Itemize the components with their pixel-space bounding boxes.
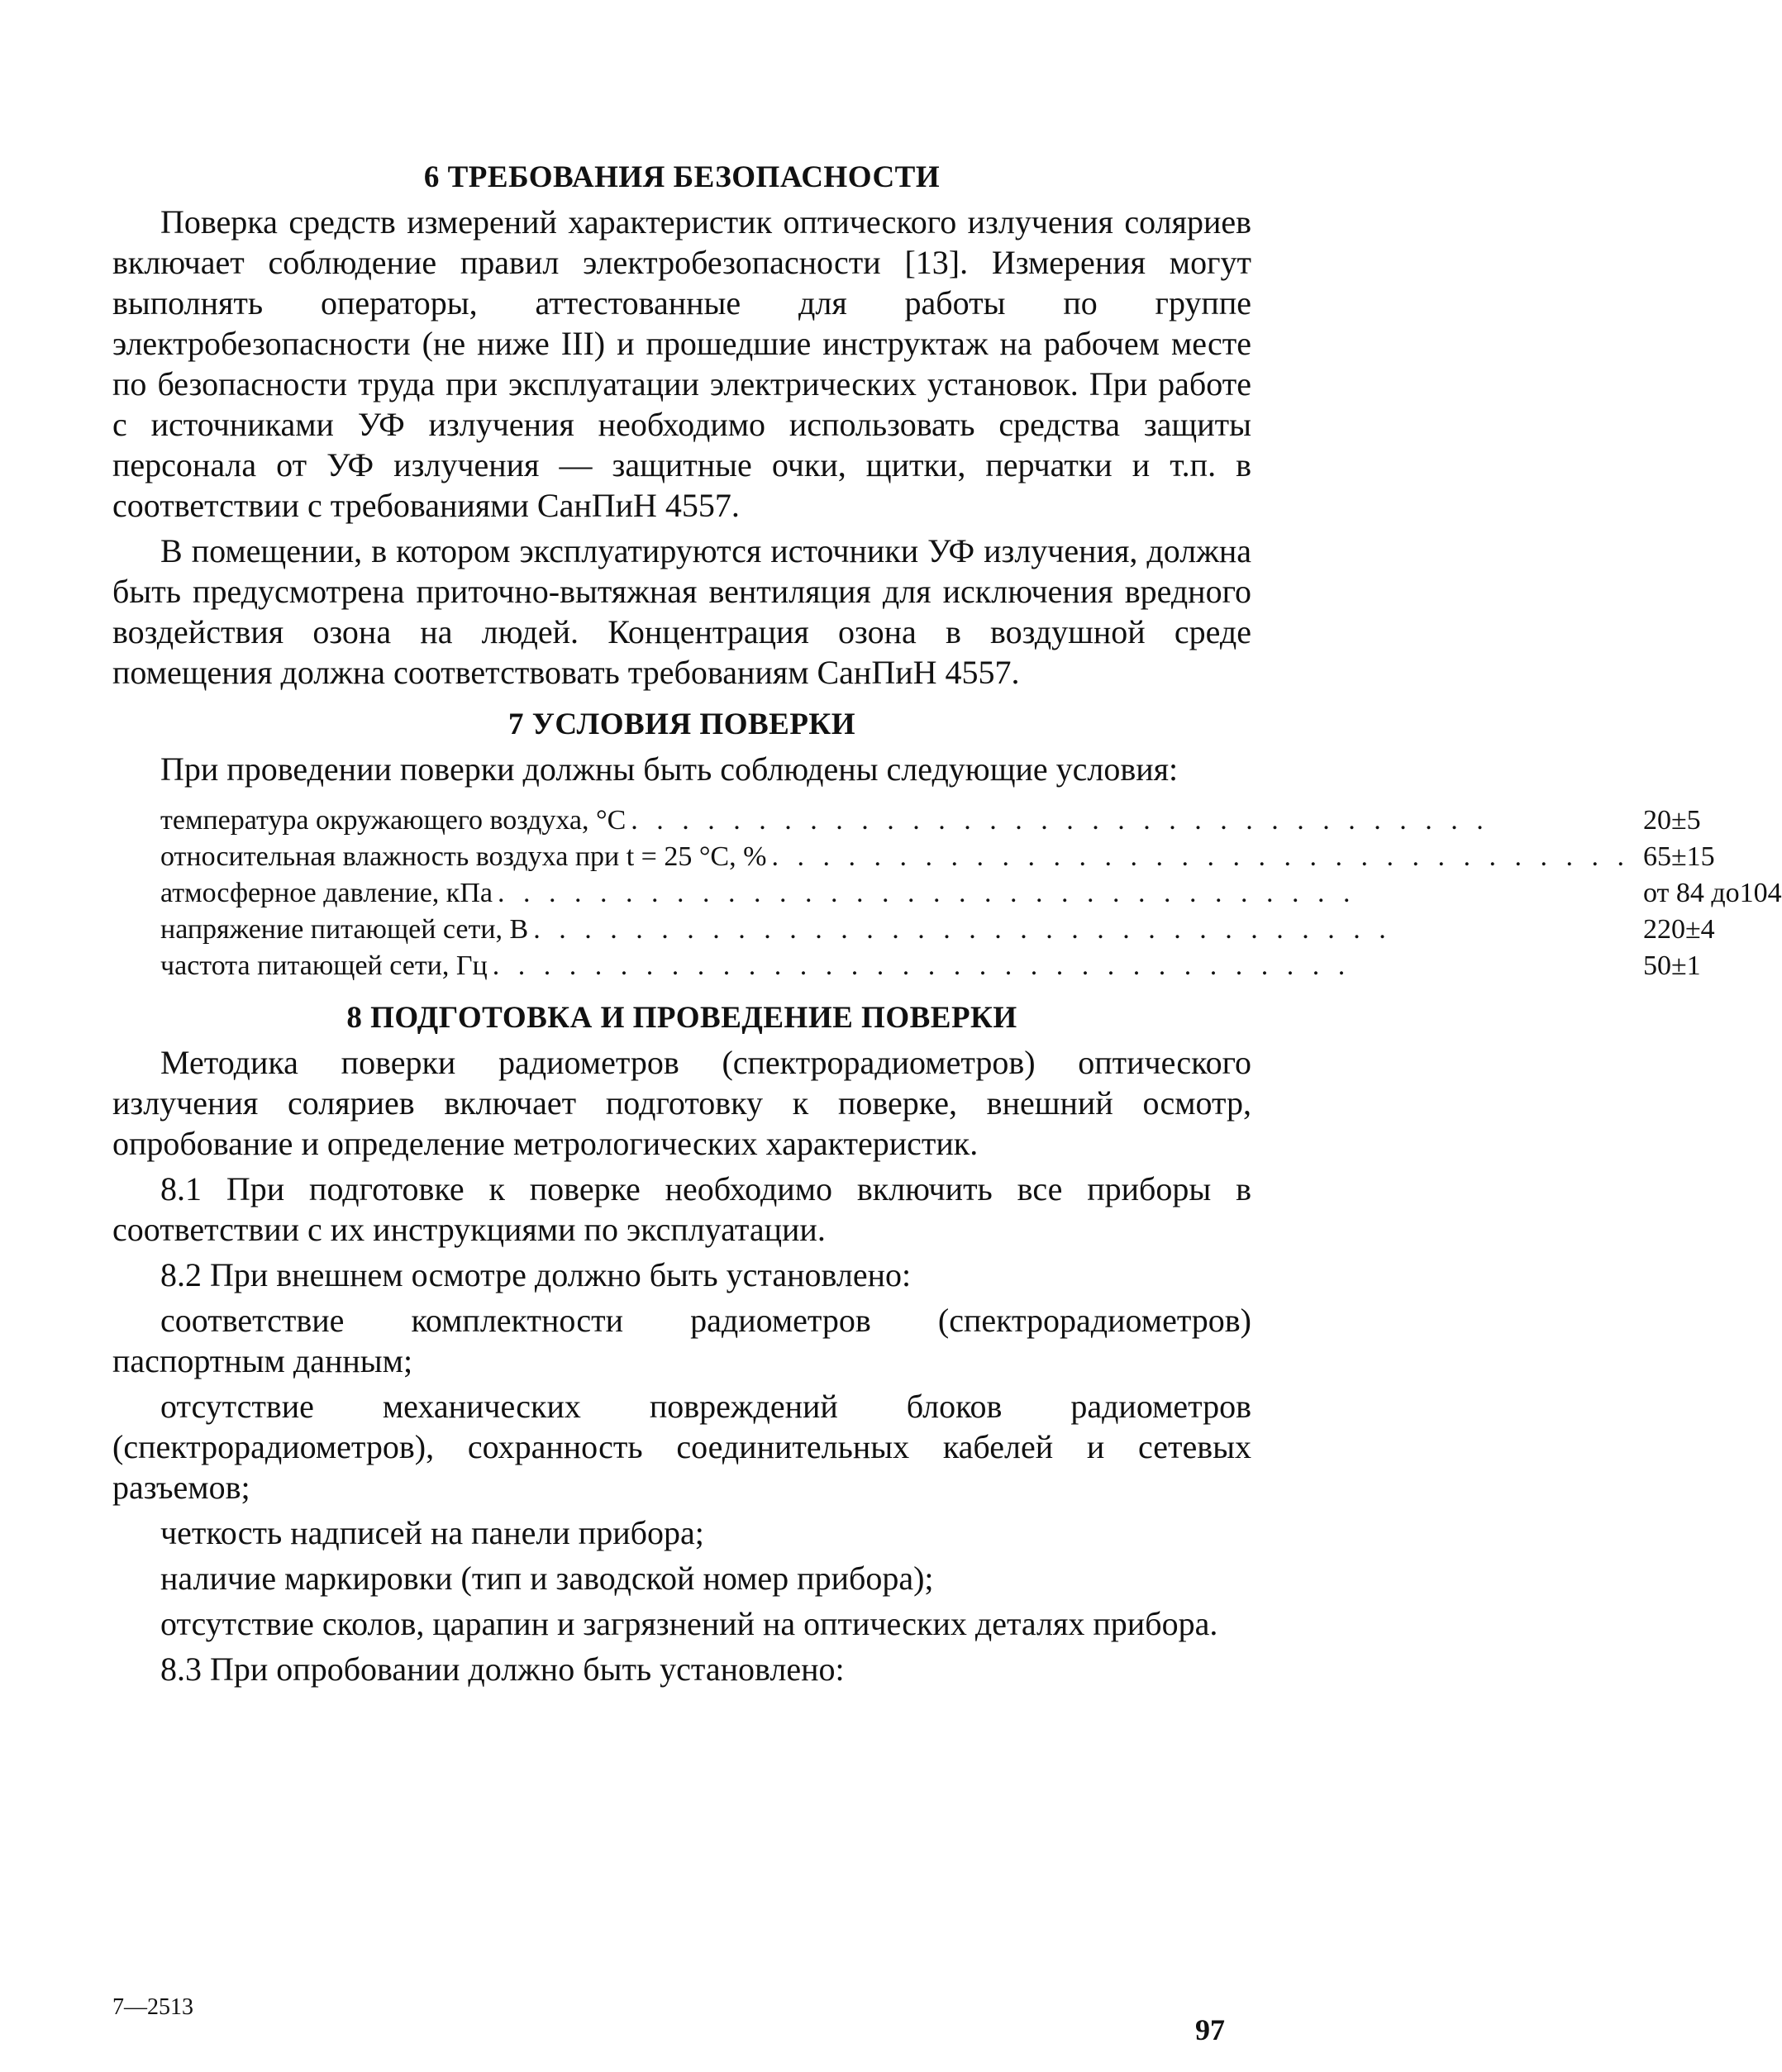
condition-label: относительная влажность воздуха при t = 25 °С, % [160, 841, 771, 872]
section-7-intro: При проведении поверки должны быть соблюдены следующие условия: [160, 750, 1179, 788]
condition-row: напряжение питающей сети, В . . . . . . . . . . . . . . . . . . . . . . . . . . . . . . . . . . 220±4 [160, 912, 1782, 948]
section-8-2-item-optics: отсутствие сколов, царапин и загрязнений на оптических деталях прибора. [160, 1605, 1218, 1642]
condition-label: атмосферное давление, кПа [160, 878, 498, 908]
section-8-2-item-damage: отсутствие механических повреждений блоков радиометров (спектрорадиометров), сохранность соединительных кабелей и сетевых разъемов; [112, 1388, 1251, 1506]
condition-value: 50±1 [1642, 950, 1701, 981]
condition-row: относительная влажность воздуха при t = 25 °С, % . . . . . . . . . . . . . . . . . . . . . . . . . . . . . . . . . . 65±15 [160, 839, 1782, 875]
section-8-2-paragraph: 8.2 При внешнем осмотре должно быть установлено: [160, 1256, 912, 1293]
conditions-table [160, 803, 1782, 984]
condition-label: температура окружающего воздуха, °С [160, 805, 631, 836]
page-number: 97 [1195, 2013, 1225, 2046]
condition-value: 220±4 [1642, 914, 1715, 945]
section-8-2-item-marking: наличие маркировки (тип и заводской номер прибора); [160, 1560, 934, 1597]
section-6-title: 6 ТРЕБОВАНИЯ БЕЗОПАСНОСТИ [423, 160, 941, 194]
condition-row: температура окружающего воздуха, °С . . . . . . . . . . . . . . . . . . . . . . . . . . . . . . . . . . 20±5 [160, 803, 1782, 839]
condition-value: от 84 до104 [1642, 878, 1782, 908]
section-8-paragraph-1: Методика поверки радиометров (спектрорадиометров) оптического излучения соляриев включает подготовку к поверке, внешний осмотр, опробование и определение метрологических характеристик. [112, 1044, 1251, 1162]
footer-code: 7—2513 [112, 1994, 193, 2020]
condition-label: напряжение питающей сети, В [160, 914, 533, 945]
section-8-2-item-labels: четкость надписей на панели прибора; [160, 1514, 704, 1551]
condition-label: частота питающей сети, Гц [160, 950, 493, 981]
section-8-2-item-completeness: соответствие комплектности радиометров (спектрорадиометров) паспортным данным; [112, 1302, 1251, 1379]
section-8-title: 8 ПОДГОТОВКА И ПРОВЕДЕНИЕ ПОВЕРКИ [346, 1001, 1017, 1035]
condition-value: 20±5 [1642, 805, 1701, 836]
section-6-paragraph-2: В помещении, в котором эксплуатируются источники УФ излучения, должна быть предусмотрена приточно-вытяжная вентиляция для исключения вредного воздействия озона на людей. Концентрация озона в воздушной среде помещения должна соответствовать требованиям СанПиН 4557. [112, 532, 1251, 691]
text-column [112, 159, 1782, 1689]
section-8-1-paragraph: 8.1 При подготовке к поверке необходимо включить все приборы в соответствии с их инструкциями по эксплуатации. [112, 1170, 1251, 1248]
section-8-3-paragraph: 8.3 При опробовании должно быть установлено: [160, 1650, 845, 1688]
condition-row: атмосферное давление, кПа . . . . . . . . . . . . . . . . . . . . . . . . . . . . . . . . . . от 84 до104 [160, 875, 1782, 912]
condition-value: 65±15 [1642, 841, 1715, 872]
section-7-title: 7 УСЛОВИЯ ПОВЕРКИ [507, 707, 856, 741]
condition-row: частота питающей сети, Гц . . . . . . . . . . . . . . . . . . . . . . . . . . . . . . . . . . 50±1 [160, 948, 1782, 984]
section-6-paragraph-1: Поверка средств измерений характеристик оптического излучения соляриев включает соблюдение правил электробезопасности [13]. Измерения могут выполнять операторы, аттестованные для работы по группе электробезопасности (не ниже III) и прошедшие инструктаж на рабочем месте по безопасности труда при эксплуатации электрических установок. При работе с источниками УФ излучения необходимо использовать средства защиты персонала от УФ излучения — защитные очки, щитки, перчатки и т.п. в соответствии с требованиями СанПиН 4557. [112, 203, 1251, 524]
